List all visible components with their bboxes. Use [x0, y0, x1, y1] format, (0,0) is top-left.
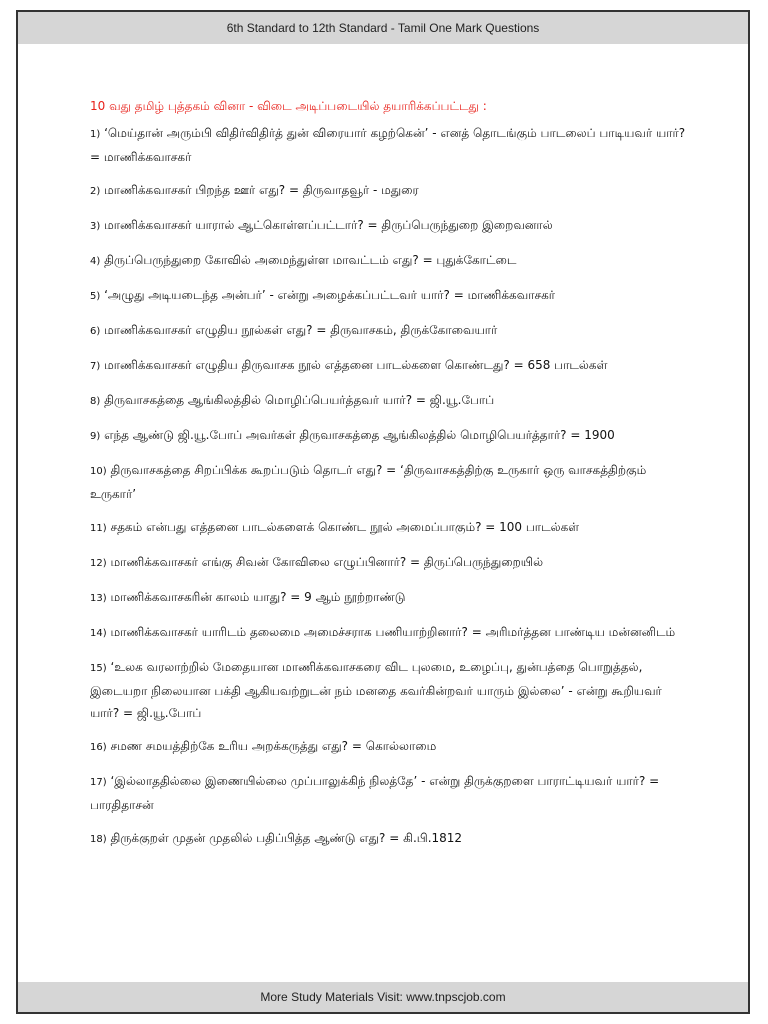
question-item — [90, 459, 690, 505]
question-number: 16) — [90, 742, 107, 753]
question-item — [90, 516, 690, 540]
question-text: மாணிக்கவாசகர் பிறந்த ஊர் எது? = திருவாதவூர் - மதுரை — [104, 183, 419, 197]
question-text: திருவாசகத்தை ஆங்கிலத்தில் மொழிப்பெயர்த்தவர் யார்? = ஜி.யூ.போப் — [104, 393, 495, 407]
question-number: 4) — [90, 256, 101, 267]
question-number: 15) — [90, 663, 107, 674]
question-item — [90, 656, 690, 724]
question-number: 18) — [90, 834, 107, 845]
page-footer — [18, 982, 748, 1012]
question-text: மாணிக்கவாசகர் எழுதிய நூல்கள் எது? = திருவாசகம், திருக்கோவையார் — [104, 323, 498, 337]
question-item — [90, 249, 690, 273]
question-text: சதகம் என்பது எத்தனை பாடல்களைக் கொண்ட நூல் அமைப்பாகும்? = 100 பாடல்கள் — [110, 520, 580, 534]
question-item — [90, 319, 690, 343]
question-text: மாணிக்கவாசகர் யாரிடம் தலைமை அமைச்சராக பணியாற்றினார்? = அரிமர்த்தன பாண்டிய மன்னனிடம் — [110, 625, 676, 639]
document-page — [16, 10, 750, 1014]
question-item — [90, 179, 690, 203]
question-text: ‘அழுது அடியடைந்த அன்பர்’ - என்று அழைக்கப்பட்டவர் யார்? = மாணிக்கவாசகர் — [104, 288, 556, 302]
question-number: 9) — [90, 431, 101, 442]
question-text: எந்த ஆண்டு ஜி.யூ.போப் அவர்கள் திருவாசகத்தை ஆங்கிலத்தில் மொழிபெயர்த்தார்? = 1900 — [104, 428, 615, 442]
question-item — [90, 770, 690, 816]
question-text: மாணிக்கவாசகர் எழுதிய திருவாசக நூல் எத்தனை பாடல்களை கொண்டது? = 658 பாடல்கள் — [104, 358, 608, 372]
footer-text: More Study Materials Visit: www.tnpscjob.com — [260, 990, 506, 1004]
question-number: 6) — [90, 326, 101, 337]
question-number: 17) — [90, 777, 107, 788]
question-list — [90, 96, 690, 862]
intro-heading: 10 வது தமிழ் புத்தகம் வினா - விடை அடிப்படையில் தயாரிக்கப்பட்டது : — [90, 99, 487, 113]
question-text: ‘உலக வரலாற்றில் மேதையான மாணிக்கவாசகரை விட புலமை, உழைப்பு, துன்பத்தை பொறுத்தல், இடையறா நிலையான பக்தி ஆகியவற்றுடன் நம் மனதை கவர்கின்றவர் யாரும் இல்லை’ - என்று கூறியவர் யார்? = ஜி.யூ.போப் — [90, 660, 662, 720]
question-text: மாணிக்கவாசகரின் காலம் யாது? = 9 ஆம் நூற்றாண்டு — [110, 590, 406, 604]
header-title: 6th Standard to 12th Standard - Tamil One Mark Questions — [226, 21, 540, 35]
question-number: 5) — [90, 291, 101, 302]
question-item — [90, 122, 690, 168]
question-item — [90, 551, 690, 575]
question-text: திருப்பெருந்துறை கோவில் அமைந்துள்ள மாவட்டம் எது? = புதுக்கோட்டை — [104, 253, 517, 267]
question-item — [90, 214, 690, 238]
question-text: மாணிக்கவாசகர் எங்கு சிவன் கோவிலை எழுப்பினார்? = திருப்பெருந்துறையில் — [110, 555, 544, 569]
question-number: 7) — [90, 361, 101, 372]
question-item — [90, 284, 690, 308]
question-number: 2) — [90, 186, 101, 197]
question-item — [90, 389, 690, 413]
question-text: சமண சமயத்திற்கே உரிய அறக்கருத்து எது? = கொல்லாமை — [110, 739, 437, 753]
question-number: 11) — [90, 523, 107, 534]
question-number: 12) — [90, 558, 107, 569]
question-item — [90, 354, 690, 378]
question-number: 13) — [90, 593, 107, 604]
question-number: 3) — [90, 221, 101, 232]
question-item — [90, 586, 690, 610]
question-item — [90, 424, 690, 448]
question-text: மாணிக்கவாசகர் யாரால் ஆட்கொள்ளப்பட்டார்? = திருப்பெருந்துறை இறைவனால் — [104, 218, 553, 232]
question-item — [90, 621, 690, 645]
question-number: 14) — [90, 628, 107, 639]
question-text: ‘இல்லாததில்லை இணையில்லை முப்பாலுக்கிந் நிலத்தே’ - என்று திருக்குறளை பாராட்டியவர் யார்? = பாரதிதாசன் — [90, 774, 660, 812]
question-item — [90, 827, 690, 851]
question-item — [90, 735, 690, 759]
question-number: 1) — [90, 129, 101, 140]
question-number: 8) — [90, 396, 101, 407]
question-text: திருவாசகத்தை சிறப்பிக்க கூறப்படும் தொடர் எது? = ‘திருவாசகத்திற்கு உருகார் ஒரு வாசகத்திற்கும் உருகார்’ — [90, 463, 647, 501]
page-header — [18, 12, 748, 44]
question-text: திருக்குறள் முதன் முதலில் பதிப்பித்த ஆண்டு எது? = கி.பி.1812 — [110, 831, 463, 845]
question-number: 10) — [90, 466, 107, 477]
question-text: ‘மெய்தான் அரும்பி விதிர்விதிர்த் துன் விரையார் கழற்கென்’ - எனத் தொடங்கும் பாடலைப் பாடியவர் யார்? = மாணிக்கவாசகர் — [90, 126, 686, 164]
